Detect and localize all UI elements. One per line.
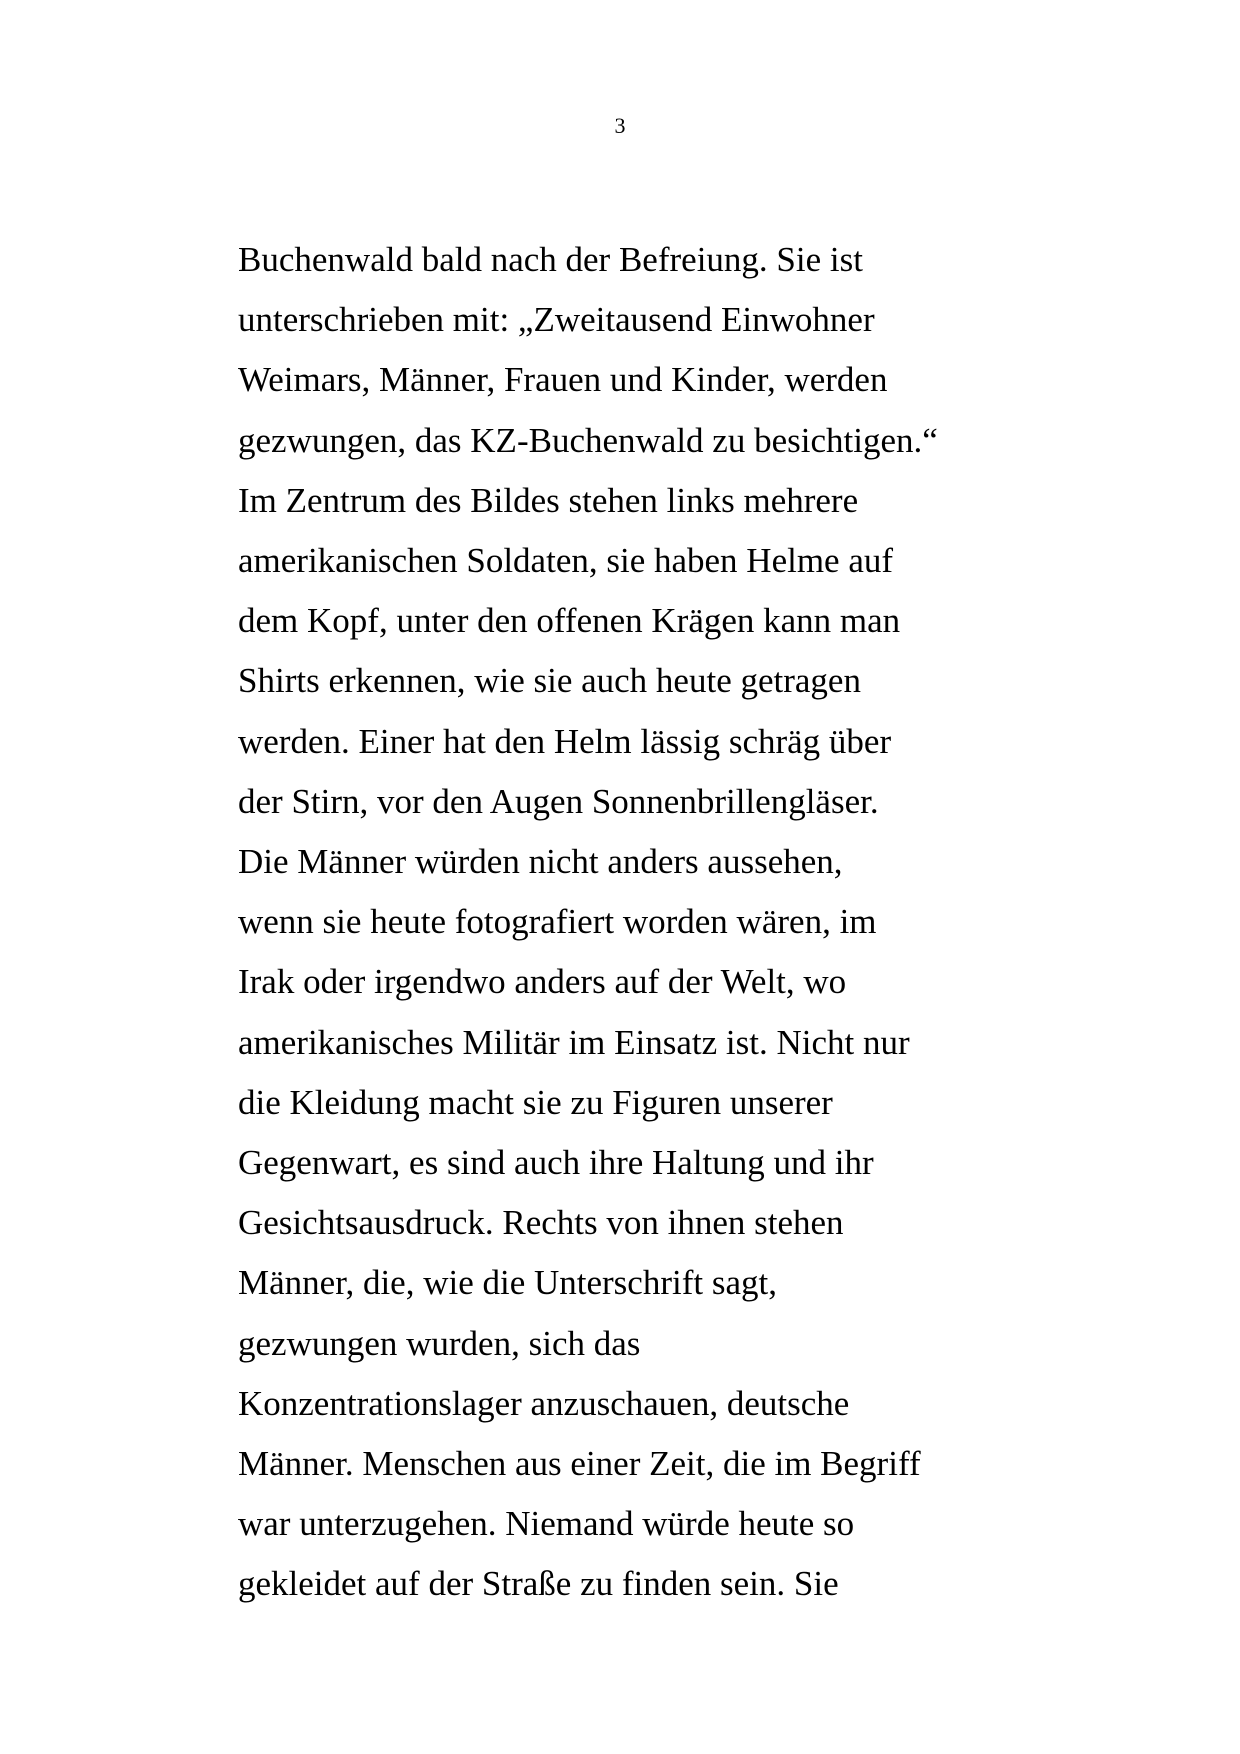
text-line: Konzentrationslager anzuschauen, deutsche <box>238 1383 850 1423</box>
page-number: 3 <box>614 113 626 138</box>
text-line: Männer, die, wie die Unterschrift sagt, <box>238 1263 777 1303</box>
text-line: gezwungen wurden, sich das <box>238 1323 641 1363</box>
text-line: war unterzugehen. Niemand würde heute so <box>238 1504 855 1544</box>
text-line: Gesichtsausdruck. Rechts von ihnen stehen <box>238 1203 844 1243</box>
text-line: amerikanischen Soldaten, sie haben Helme auf <box>238 541 894 581</box>
text-line: werden. Einer hat den Helm lässig schräg über <box>238 721 892 761</box>
text-line: Im Zentrum des Bildes stehen links mehrere <box>238 480 859 520</box>
text-line: amerikanisches Militär im Einsatz ist. Nicht nur <box>238 1022 910 1062</box>
text-line: wenn sie heute fotografiert worden wären, im <box>238 902 877 942</box>
text-line: Buchenwald bald nach der Befreiung. Sie ist <box>238 240 863 279</box>
text-line: der Stirn, vor den Augen Sonnenbrillengläser. <box>238 781 879 821</box>
body-paragraph <box>238 230 1058 1615</box>
text-line: dem Kopf, unter den offenen Krägen kann man <box>238 601 901 641</box>
text-line: die Kleidung macht sie zu Figuren unserer <box>238 1082 833 1122</box>
text-line: Weimars, Männer, Frauen und Kinder, werden <box>238 360 888 400</box>
text-line: gezwungen, das KZ-Buchenwald zu besichtigen.“ <box>238 420 938 460</box>
text-line: Die Männer würden nicht anders aussehen, <box>238 842 843 882</box>
text-line: Gegenwart, es sind auch ihre Haltung und ihr <box>238 1143 874 1183</box>
text-line: Männer. Menschen aus einer Zeit, die im Begriff <box>238 1444 921 1484</box>
text-line: unterschrieben mit: „Zweitausend Einwohner <box>238 300 875 340</box>
text-line: Irak oder irgendwo anders auf der Welt, wo <box>238 962 847 1002</box>
text-line: gekleidet auf der Straße zu finden sein. Sie <box>238 1564 839 1604</box>
text-line: Shirts erkennen, wie sie auch heute getragen <box>238 661 861 701</box>
